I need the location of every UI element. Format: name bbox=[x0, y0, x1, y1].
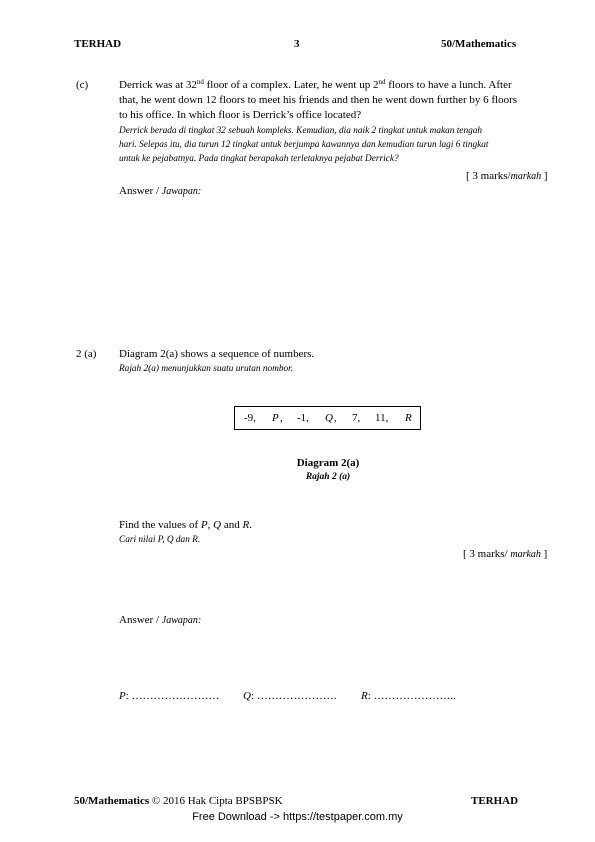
question-1c-answer-space[interactable] bbox=[119, 205, 529, 325]
diagram-title-ms: Rajah 2 (a) bbox=[305, 472, 351, 482]
question-2a-marks: [ 3 marks/ markah ] bbox=[463, 548, 548, 560]
question-1c-answer-label: Answer / Jawapan: bbox=[119, 185, 202, 197]
find-values-instruction-ms: Cari nilai P, Q dan R. bbox=[119, 535, 201, 545]
question-1c-ms-line2: hari. Selepas itu, dia turun 12 tingkat untuk berjumpa kawannya dan kemudian turun lagi 6 tingkat bbox=[119, 140, 489, 150]
header-page-number: 3 bbox=[294, 38, 300, 50]
answer-field-r[interactable]: R: ………………….. bbox=[361, 690, 457, 702]
header-classification: TERHAD bbox=[74, 38, 122, 50]
sequence-term-p: P bbox=[272, 412, 279, 424]
sequence-term-1: -9, bbox=[244, 412, 256, 424]
header-subject-code: 50/Mathematics bbox=[441, 38, 517, 50]
question-2a-text-ms: Rajah 2(a) menunjukkan suatu urutan nombor. bbox=[119, 364, 294, 374]
question-2a-text-en: Diagram 2(a) shows a sequence of numbers. bbox=[119, 348, 315, 360]
question-1c-text-ms bbox=[119, 124, 539, 166]
question-2a-answer-label: Answer / Jawapan: bbox=[119, 614, 202, 626]
question-1c-en-line3: to his office. In which floor is Derrick’s office located? bbox=[119, 109, 362, 121]
question-1c-en-line1: Derrick was at 32nd floor of a complex. Later, he went up 2nd floors to have a lunch. After bbox=[119, 78, 512, 91]
question-1c-text-en bbox=[119, 78, 529, 123]
diagram-title: Diagram 2(a) bbox=[296, 457, 360, 469]
sequence-comma: , bbox=[280, 412, 283, 424]
find-values-instruction: Find the values of P, Q and R. bbox=[119, 519, 252, 531]
question-1c-en-line2: that, he went down 12 floors to meet his friends and then he went down further by 6 floors bbox=[119, 94, 518, 106]
sequence-term-r: R bbox=[405, 412, 412, 424]
sequence-term-5: 7, bbox=[352, 412, 361, 424]
sequence-comma: , bbox=[334, 412, 337, 424]
footer-classification: TERHAD bbox=[471, 795, 519, 807]
sequence-term-3: -1, bbox=[297, 412, 309, 424]
sequence-term-q: Q bbox=[325, 412, 333, 424]
footer-copyright: 50/Mathematics © 2016 Hak Cipta BPSBPSK bbox=[74, 795, 283, 807]
question-1c-label: (c) bbox=[76, 79, 89, 91]
question-2a-label: 2 (a) bbox=[76, 348, 97, 360]
answer-field-p[interactable]: P: …………………… bbox=[119, 690, 220, 702]
question-1c-ms-line1: Derrick berada di tingkat 32 sebuah kompleks. Kemudian, dia naik 2 tingkat untuk makan tengah bbox=[119, 126, 483, 136]
download-link[interactable]: Free Download -> https://testpaper.com.my bbox=[192, 811, 403, 823]
question-1c-marks: [ 3 marks/markah ] bbox=[466, 170, 548, 182]
answer-field-q[interactable]: Q: …………………. bbox=[243, 690, 337, 702]
number-sequence-box bbox=[234, 406, 421, 430]
question-1c-ms-line3: untuk ke pejabatnya. Pada tingkat berapakah terletaknya pejabat Derrick? bbox=[119, 154, 399, 164]
sequence-term-6: 11, bbox=[375, 412, 389, 424]
